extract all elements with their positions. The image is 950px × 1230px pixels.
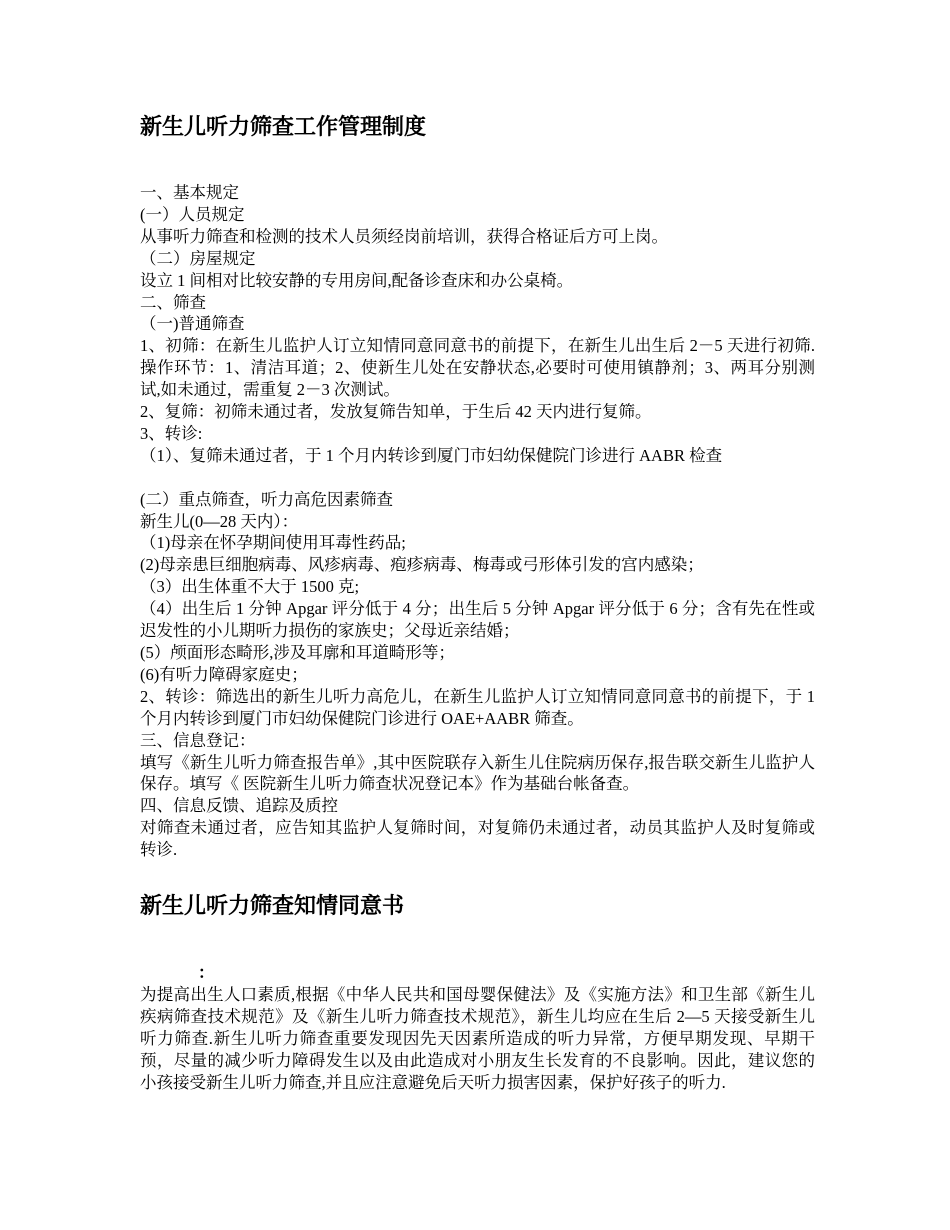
staff-rules-text: 从事听力筛查和检测的技术人员须经岗前培训，获得合格证后方可上岗。: [140, 226, 668, 246]
initial-screening-paragraph: 1、初筛：在新生儿监护人订立知情同意同意书的前提下，在新生儿出生后 2－5 天进行初筛.操作环节：1、清洁耳道；2、使新生儿处在安静状态,必要时可使用镇静剂；3、两耳分别测试,如未通过，需重复 2－3 次测试。: [140, 336, 815, 400]
rescreening-paragraph: 2、复筛：初筛未通过者，发放复筛告知单，于生后 42 天内进行复筛。: [140, 402, 652, 422]
section-heading-screening: 二、筛查: [140, 292, 206, 312]
consent-paragraph: 为提高出生人口素质,根据《中华人民共和国母婴保健法》及《实施方法》和卫生部《新生儿疾病筛查技术规范》及《新生儿听力筛查技术规范》，新生儿均应在生后 2—5 天接受新生儿听力筛查.新生儿听力筛查重要发现因先天因素所造成的听力异常，方便早期发现、早期干预，尽量的减少听力障碍发生以及由此造成对小朋友生长发育的不良影响。因此，建议您的小孩接受新生儿听力筛查,并且应注意避免后天听力损害因素，保护好孩子的听力.: [140, 984, 815, 1092]
room-rules-text: 设立 1 间相对比较安静的专用房间,配备诊查床和办公桌椅。: [140, 270, 574, 290]
risk-factor-item: （4）出生后 1 分钟 Apgar 评分低于 4 分；出生后 5 分钟 Apgar 评分低于 6 分；含有先在性或迟发性的小儿期听力损伤的家族史；父母近亲结婚；: [140, 599, 815, 641]
regulation-body: [140, 182, 815, 861]
newborn-range-label: 新生儿(0—28 天内）：: [140, 511, 299, 531]
subheading-room-rules: （二）房屋规定: [140, 248, 256, 268]
subheading-key-screening: (二）重点筛查，听力高危因素筛查: [140, 489, 393, 509]
risk-factor-item: (2)母亲患巨细胞病毒、风疹病毒、疱疹病毒、梅毒或弓形体引发的宫内感染；: [140, 555, 704, 575]
addressee-colon: ：: [198, 963, 215, 982]
section-heading-feedback: 四、信息反馈、追踪及质控: [140, 796, 338, 816]
subheading-general-screening: （一)普通筛查: [140, 314, 245, 334]
risk-factor-item: (6)有听力障碍家庭史；: [140, 664, 308, 684]
section-heading-registration: 三、信息登记：: [140, 730, 256, 750]
consent-form-title: 新生儿听力筛查知情同意书: [140, 894, 405, 919]
risk-factor-item: (5）颅面形态畸形,涉及耳廓和耳道畸形等；: [140, 643, 455, 663]
referral-item-1: （1）、复筛未通过者，于 1 个月内转诊到厦门市妇幼保健院门诊进行 AABR 检查: [140, 445, 723, 465]
risk-factor-item: （1)母亲在怀孕期间使用耳毒性药品;: [140, 533, 406, 553]
blank-line: [140, 467, 815, 489]
feedback-paragraph: 对筛查未通过者，应告知其监护人复筛时间，对复筛仍未通过者，动员其监护人及时复筛或转诊.: [140, 818, 815, 860]
section-heading-basic-rules: 一、基本规定: [140, 183, 239, 202]
high-risk-referral-paragraph: 2、转诊：筛选出的新生儿听力高危儿，在新生儿监护人订立知情同意同意书的前提下，于 1 个月内转诊到厦门市妇幼保健院门诊进行 OAE+AABR 筛查。: [140, 686, 815, 728]
risk-factor-item: （3）出生体重不大于 1500 克;: [140, 577, 360, 597]
registration-paragraph: 填写《新生儿听力筛查报告单》,其中医院联存入新生儿住院病历保存,报告联交新生儿监护人保存。填写《 医院新生儿听力筛查状况登记本》作为基础台帐备查。: [140, 752, 815, 794]
referral-heading: 3、转诊:: [140, 423, 203, 443]
consent-body: [140, 962, 815, 1093]
subheading-staff-rules: (一）人员规定: [140, 204, 245, 224]
document-title: 新生儿听力筛查工作管理制度: [140, 115, 427, 140]
